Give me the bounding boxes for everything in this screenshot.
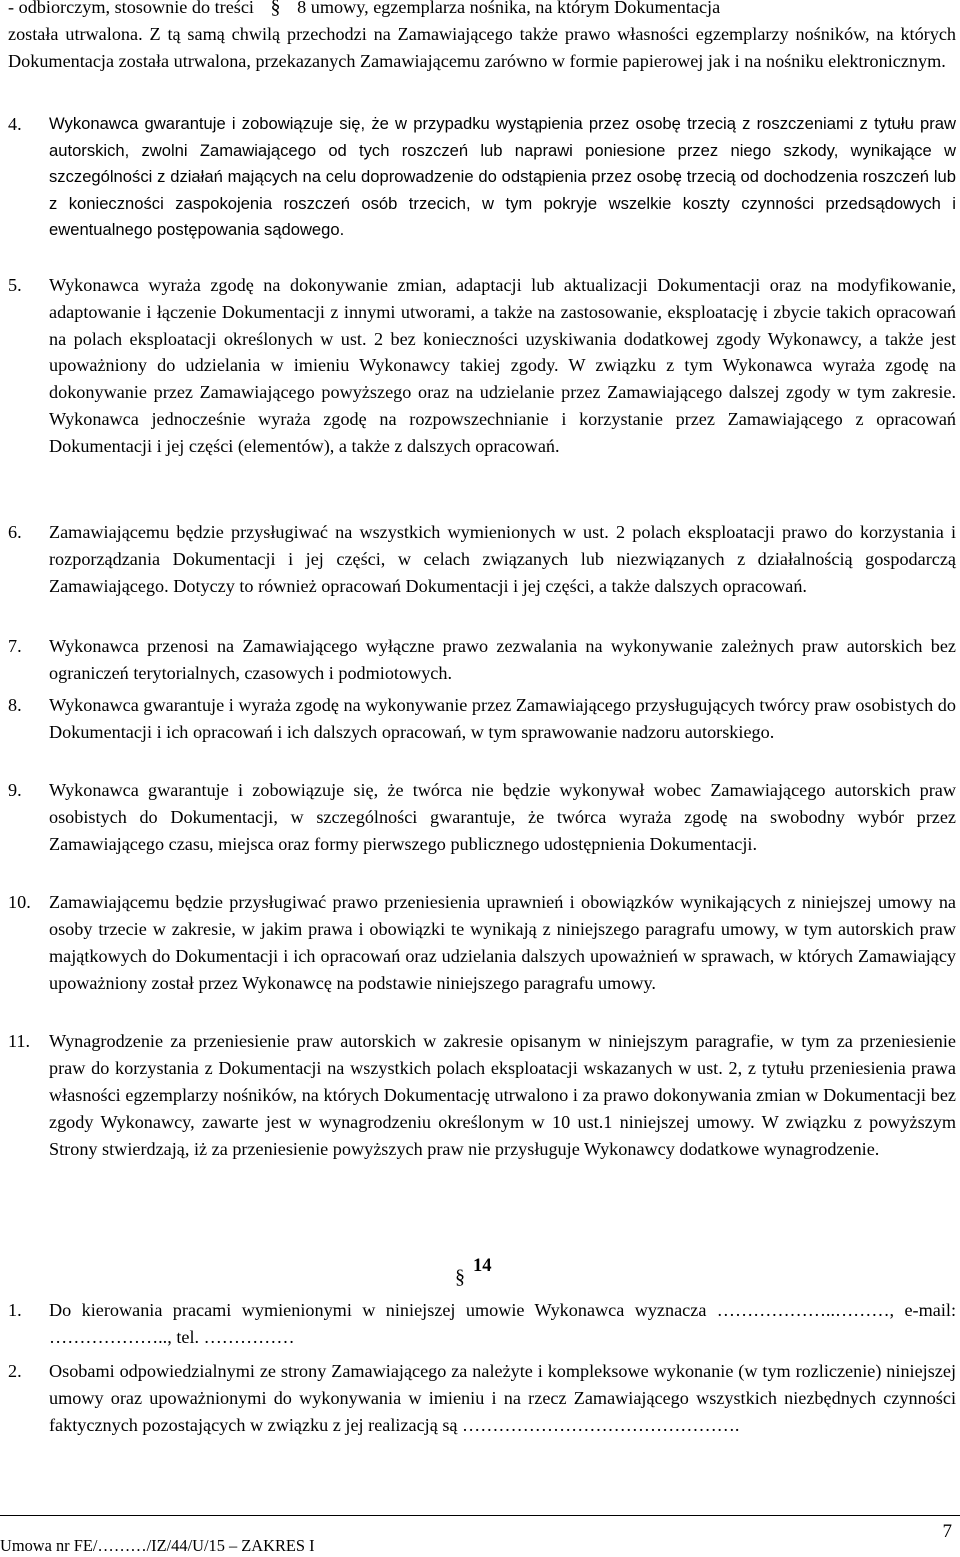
list-item-number: 8. (8, 695, 22, 715)
list-item-9 (8, 777, 956, 858)
list-item-6 (8, 519, 956, 600)
list-item-text: Osobami odpowiedzialnymi ze strony Zamawiającego za należyte i kompleksowe wykonanie (w tym rozliczenie) niniejszej umowy oraz upoważnionymi do wykonywania w imieniu i na rzecz Zamawiającego wszystkich niezbędnych czynności faktycznych pozostających w związku z jej realizacją są ………………………………………. (49, 1361, 956, 1436)
section-item-1 (8, 1297, 956, 1351)
section-sign-icon: § (455, 1266, 465, 1288)
list-item-text: Wykonawca gwarantuje i wyraża zgodę na wykonywanie przez Zamawiającego przysługujących twórcy praw osobistych do Dokumentacji i ich opracowań i ich dalszych opracowań, w tym sprawowanie nadzoru autorskiego. (49, 695, 956, 742)
section-sign-icon: § (270, 0, 281, 18)
list-item-text: Zamawiającemu będzie przysługiwać na wszystkich wymienionych w ust. 2 polach eksploatacji prawo do korzystania i rozporządzania Dokumentacji i jej części, w celach związanych lub niezwiązanych z działalnością gospodarczą Zamawiającego. Dotyczy to również opracowań Dokumentacji i jej części, a także dalszych opracowań. (49, 522, 956, 596)
list-item-number: 6. (8, 522, 22, 542)
intro-line-1-rest: 8 umowy, egzemplarza nośnika, na którym Dokumentacja (297, 0, 721, 17)
list-item-8 (8, 692, 956, 746)
intro-line-1 (8, 0, 956, 21)
list-item-number: 1. (8, 1300, 22, 1320)
list-item-number: 2. (8, 1361, 22, 1381)
list-item-number: 5. (8, 275, 22, 295)
list-item-number: 7. (8, 636, 22, 656)
list-item-number: 4. (8, 114, 22, 134)
list-item-4 (8, 111, 956, 244)
list-item-11 (8, 1028, 956, 1163)
list-item-text: Wykonawca przenosi na Zamawiającego wyłączne prawo zezwalania na wykonywanie zależnych praw autorskich bez ograniczeń terytorialnych, czasowych i podmiotowych. (49, 636, 956, 683)
intro-line-1-text: - odbiorczym, stosownie do treści (8, 0, 254, 17)
section-number: 14 (473, 1255, 492, 1276)
list-item-text: Wynagrodzenie za przeniesienie praw autorskich w zakresie opisanym w niniejszym paragrafie, w tym za przeniesienie praw do korzystania z Dokumentacji na wszystkich polach eksploatacji wskazanych w ust. 2, z tytułu przeniesienia prawa własności egzemplarzy nośników, na których Dokumentację utrwalono i za prawo dokonywania zmian w Dokumentacji bez zgody Wykonawcy, zawarte jest w wynagrodzeniu określonym w 10 ust.1 niniejszej umowy. W związku z powyższym Strony stwierdzają, iż za przeniesienie powyższych praw nie przysługuje Wykonawcy dodatkowe wynagrodzenie. (49, 1031, 956, 1159)
list-item-text: Wykonawca gwarantuje i zobowiązuje się, że twórca nie będzie wykonywał wobec Zamawiającego autorskich praw osobistych do Dokumentacji, w szczególności gwarantuje, że twórca wyraża zgodę na swobodny wybór przez Zamawiającego czasu, miejsca oraz formy pierwszego publicznego udostępnienia Dokumentacji. (49, 780, 956, 854)
intro-line-2-text: została utrwalona. (8, 24, 143, 44)
list-item-7 (8, 633, 956, 687)
list-item-text: Wykonawca wyraża zgodę na dokonywanie zmian, adaptacji lub aktualizacji Dokumentacji oraz na modyfikowanie, adaptowanie i łączenie Dokumentacji z innymi utworami, a także na zastosowanie, eksploatację i zbycie takich opracowań na polach eksploatacji określonych w ust. 2 bez konieczności uzyskiwania dodatkowej zgody Wykonawcy, a także jest upoważniony do udzielania w imieniu Wykonawcy takiej zgody. W związku z tym Wykonawca wyraża zgodę na dokonywanie przez Zamawiającego powyższego oraz na udzielanie przez Zamawiającego dalszej zgody w tym zakresie. Wykonawca jednocześnie wyraża zgodę na rozpowszechnianie i korzystanie przez Zamawiającego z opracowań Dokumentacji i jej części (elementów), a także z dalszych opracowań. (49, 275, 956, 456)
list-item-number: 10. (8, 892, 31, 912)
list-item-5 (8, 272, 956, 460)
section-item-2 (8, 1358, 956, 1440)
intro-line-2-rest: Z tą samą chwilą przechodzi na Zamawiającego także prawo własności egzemplarzy nośników, na których Dokumentacja została utrwalona, przekazanych Zamawiającemu zarówno w formie papierowej jak i na nośniku elektronicznym. (8, 24, 956, 71)
footer-divider (0, 1515, 960, 1516)
intro-paragraph (8, 21, 956, 75)
list-item-10 (8, 889, 956, 997)
footer-contract-ref: Umowa nr FE/………/IZ/44/U/15 – ZAKRES I (0, 1536, 315, 1555)
list-item-number: 11. (8, 1031, 31, 1051)
list-item-text: Wykonawca gwarantuje i zobowiązuje się, że w przypadku wystąpienia przez osobę trzecią z roszczeniami z tytułu praw autorskich, zwolni Zamawiającego od tych roszczeń lub naprawi poniesione przez niego szkody, wynikające w szczególności z działań mających na celu doprowadzenie do odstąpienia przez osobę trzecią od dochodzenia roszczeń lub z konieczności zaspokojenia roszczeń osób trzecich, w tym pokryje wszelkie koszty czynności przedsądowych i ewentualnego postępowania sądowego. (49, 114, 956, 240)
list-item-text: Zamawiającemu będzie przysługiwać prawo przeniesienia uprawnień i obowiązków wynikających z niniejszej umowy na osoby trzecie w zakresie, w jakim prawa i obowiązki te wynikają z niniejszego paragrafu umowy, w tym autorskich praw majątkowych do Dokumentacji i ich opracowań oraz udzielania dalszych upoważnień w sprawach, w których Zamawiający upoważniony został przez Wykonawcę na podstawie niniejszego paragrafu umowy. (49, 892, 956, 993)
page-number: 7 (942, 1521, 952, 1542)
list-item-text: Do kierowania pracami wymienionymi w niniejszej umowie Wykonawca wyznacza ………………..………, e-mail: ……………….., tel. …………… (49, 1300, 956, 1347)
list-item-number: 9. (8, 780, 22, 800)
section-heading (455, 1252, 492, 1288)
